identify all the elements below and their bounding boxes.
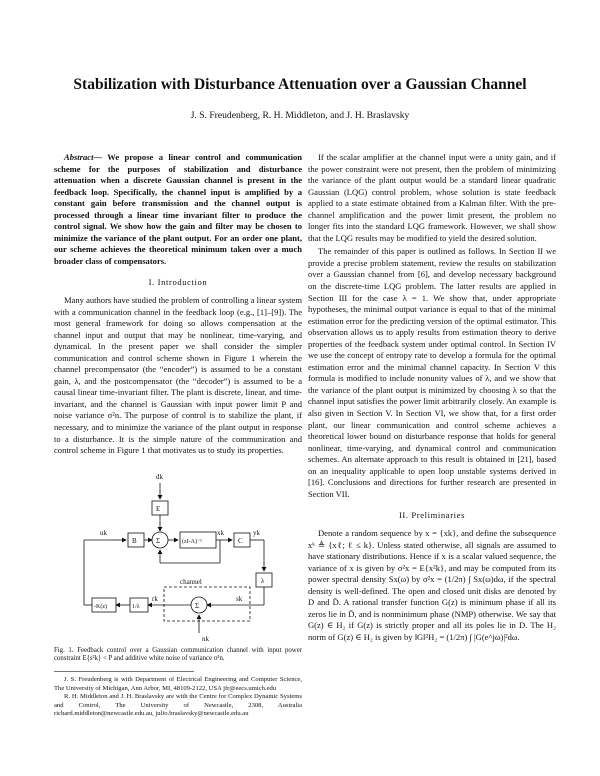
zA-label: (zI-A)⁻¹ (182, 538, 202, 545)
sum-label-plant: Σ (156, 536, 161, 545)
E-label: E (156, 504, 161, 513)
K-label: -K(z) (94, 603, 107, 610)
figure-caption: Fig. 1. Feedback control over a Gaussian communication channel with input power constraint E{s²k} < P and additive white noise of variance σ²n. (54, 646, 302, 663)
abstract-label: Abstract (64, 152, 94, 162)
right-paragraph-1: If the scalar amplifier at the channel input were a unity gain, and if the power constraint were not present, then the problem of minimizing the variance of the plant output would be a standard linear quadratic Gaussian (LQG) control problem, whose solution is state feedback applied to a state estimate obtained from a Kalman filter. With the pre-channel amplification and the power limit present, the problem no longer fits into the standard LQG framework. However, we shall show that the LQG results may be modified to yield the desired solution. (308, 152, 556, 243)
paper-title: Stabilization with Disturbance Attenuation over a Gaussian Channel (73, 76, 527, 93)
paper-authors: J. S. Freudenberg, R. H. Middleton, and J. H. Braslavsky (190, 110, 410, 121)
n-label: nk (202, 634, 209, 643)
s-label: sk (236, 594, 243, 603)
intro-paragraph: Many authors have studied the problem of controlling a linear system with a communication channel in the feedback loop (e.g., [1]–[9]). The most general framework for doing so allows compensation at the channel input and output that may be nonlinear, time-varying, and dynamical. In the present paper we shall consider the simpler communication and control scheme shown in Figure 1 wherein the channel precompensator (the “encoder”) is assumed to be a constant gain, λ, and the postcompensator (the “decoder”) is assumed to be a causal linear time-invariant filter. The plant is discrete, linear, and time-invariant, and the channel is Gaussian with input power limit P and noise variance σ²n. The purpose of control is to stabilize the plant, if necessary, and to minimize the variance of the plant output in response to a disturbance. It is the simple nature of the communication and control scheme in Figure 1 that motivates us to study its properties. (54, 295, 302, 456)
channel-label: channel (180, 577, 202, 586)
abstract-text: — We propose a linear control and communication scheme for the purposes of stabilization and disturbance attenuation when a discrete Gaussian channel is present in the feedback loop. Specifically, the channel input is amplified by a constant gain before transmission and the channel output is processed through a linear time invariant filter to produce the control signal. We show how the gain and filter may be chosen to minimize the variance of the plant output. For an order one plant, our scheme achieves the theoretical minimum taken over a much broader class of compensators. (54, 152, 302, 266)
block-diagram (54, 465, 302, 645)
C-label: C (238, 536, 243, 545)
d-label: dk (156, 472, 163, 481)
u-label: uk (100, 528, 107, 537)
footnote-rule (54, 671, 194, 672)
y-label: yk (253, 528, 260, 537)
footnote-1: J. S. Freudenberg is with Department of Electrical Engineering and Computer Science, The University of Michigan, Ann Arbor, MI, 48109-2122, USA jfr@eecs.umich.edu (54, 676, 302, 692)
B-label: B (132, 536, 137, 545)
right-column (308, 152, 556, 645)
footnote-2: R. H. Middleton and J. H. Braslavsky are with the Centre for Complex Dynamic Systems and Control, The University of Newcastle, 2308, Australia richard.middleton@newcastle.edu.au, julio.braslavsky@newcastle.edu.au (54, 693, 302, 718)
sum-label-channel: Σ (195, 601, 200, 610)
right-paragraph-2: The remainder of this paper is outlined as follows. In Section II we provide a precise problem statement, review the results on stabilization over a Gaussian channel from [6], and develop necessary background on the discrete-time LQG problem. The latter results are applied in Section III for the case λ = 1. We show that, under appropriate hypotheses, the minimal output variance is equal to that of the minimal estimation error for the predicting version of the optimal estimator. This observation allows us to apply results from estimation theory to derive properties of the feedback system under optimal control. In Section IV we use the concept of entropy rate to develop a formula for the optimal estimation error and the minimal channel capacity. In Section V this formula is modified to include nonunity values of λ, and we show that the variance of the plant output is minimized by choosing λ so that the channel input satisfies the power limit arbitrarily closely. An example is also given in Section V. In Section VI, we show that, for a first order plant, our linear communication and control scheme achieves a theoretical lower bound on disturbance response that holds for general nonlinear, time-varying, and dynamical control and communication schemes. An alternate approach to this result is obtained in [21], based on an inequality applicable to open loop unstable systems derived in [16]. Conclusions and directions for further research are presented in Section VII. (308, 246, 556, 499)
section-1-heading: I. Introduction (148, 277, 208, 288)
inv-lambda-label: 1/λ (132, 603, 140, 610)
abstract (54, 152, 302, 267)
r-label: rk (152, 594, 158, 603)
left-column (54, 152, 302, 719)
figure-1 (54, 465, 302, 645)
lambda-label: λ (261, 576, 265, 585)
right-paragraph-3: Denote a random sequence by x = {xk}, and define the subsequence xᵏ ≜ {xℓ; ℓ ≤ k}. Unless stated otherwise, all signals are assumed to have stationary distributions. Hence if x is a scalar valued sequence, the variance of x is given by σ²x = E{x²k}, and may be computed from its power spectral density Sx(ω) by σ²x = (1/2π) ∫ Sx(ω)dω, if the spectral density is well-defined. The open and closed unit disks are denoted by D and D̄. A rational transfer function G(z) is minimum phase if all its zeros lie in D̄, and is nonminimum phase (NMP) otherwise. We say that G(z) ∈ H₂ if G(z) is strictly proper and all its poles lie in D. The H₂ norm of G(z) ∈ H₂ is given by ‖G‖²H₂ = (1/2π) ∫ |G(e^jω)|²dω. (308, 527, 556, 642)
x-label: xk (217, 528, 224, 537)
section-2-heading: II. Preliminaries (398, 510, 466, 521)
